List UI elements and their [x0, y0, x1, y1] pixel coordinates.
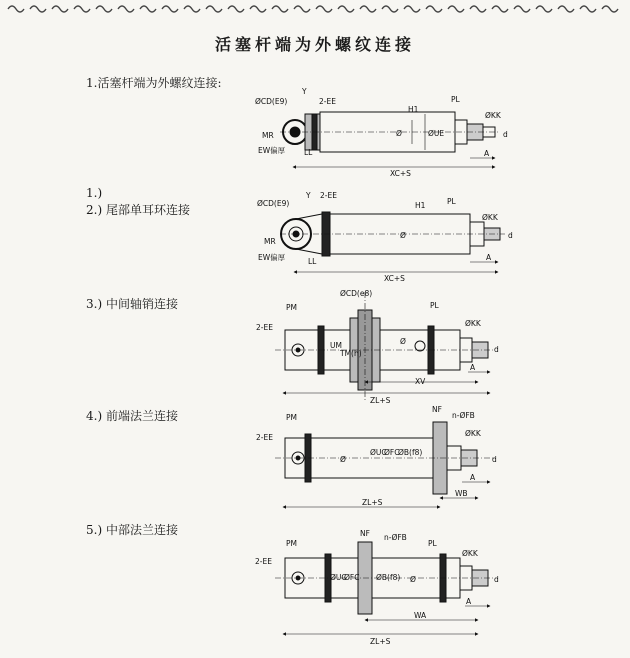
- dim-a-2: A: [486, 253, 492, 262]
- dim-kk-2: ØKK: [482, 213, 498, 222]
- dim-mr-2: MR: [264, 237, 276, 246]
- dim-fc-5: ØFC: [344, 573, 360, 582]
- dim-ee-4: 2-EE: [256, 433, 273, 442]
- dim-phi-3: Ø: [400, 337, 406, 346]
- dim-a-1: A: [484, 149, 490, 158]
- drawing-cylinder-1: [280, 112, 500, 167]
- dim-pl-1: PL: [451, 95, 460, 104]
- section-4-label: 4.) 前端法兰连接: [86, 409, 178, 423]
- dim-cd-3: ØCD(e8): [340, 289, 373, 298]
- dim-ew-2: EW偏厚: [258, 253, 286, 262]
- dim-nfb-5: n-ØFB: [384, 533, 407, 542]
- dim-xcs-1: XC+S: [390, 169, 411, 178]
- dim-a-5: A: [466, 597, 472, 606]
- drawing-cylinder-3: [275, 292, 495, 400]
- dim-ew-1: EW偏厚: [258, 146, 286, 155]
- dim-phi-4: Ø: [340, 455, 346, 464]
- dim-phi-1: Ø: [396, 129, 402, 138]
- dim-d-5: d: [494, 575, 499, 584]
- page-title: 活塞杆端为外螺纹连接: [214, 35, 415, 54]
- dim-wb-4: WB: [455, 489, 468, 498]
- section-1-heading: 1.活塞杆端为外螺纹连接:: [86, 76, 222, 90]
- dim-nfb-4: n-ØFB: [452, 411, 475, 420]
- dim-ee-2: 2-EE: [320, 191, 337, 200]
- dim-d-3: d: [494, 345, 499, 354]
- dim-a-4: A: [470, 473, 476, 482]
- dim-h1-2: H1: [415, 201, 426, 210]
- dim-d-2: d: [508, 231, 513, 240]
- dim-kk-5: ØKK: [462, 549, 478, 558]
- dim-uc-5: ØUC: [330, 573, 347, 582]
- dim-zls-5: ZL+S: [370, 637, 391, 646]
- dim-d-4: d: [492, 455, 497, 464]
- dim-pl-3: PL: [430, 301, 439, 310]
- dim-mr-1: MR: [262, 131, 274, 140]
- dim-tm-3: TM(h): [340, 349, 362, 358]
- dim-d-1: d: [503, 130, 508, 139]
- dim-ll-1: LL: [304, 148, 313, 157]
- dim-xcs-2: XC+S: [384, 274, 405, 283]
- section-2-label: 2.) 尾部单耳环连接: [86, 203, 190, 217]
- dim-nf-5: NF: [360, 529, 370, 538]
- dim-um-3: UM: [330, 341, 342, 350]
- dim-pm-4: PM: [286, 413, 297, 422]
- section-3-label: 3.) 中间轴销连接: [86, 297, 178, 311]
- section-5-label: 5.) 中部法兰连接: [86, 523, 178, 537]
- dim-ee-3: 2-EE: [256, 323, 273, 332]
- dim-zls-3: ZL+S: [370, 396, 391, 405]
- dim-phi-5: Ø: [410, 575, 416, 584]
- dim-ee-1: 2-EE: [319, 97, 336, 106]
- dim-phi-2: Ø: [400, 231, 406, 240]
- dim-wa-5: WA: [414, 611, 427, 620]
- dim-uc-4: ØUC: [370, 448, 387, 457]
- dim-fc-4: ØFC: [384, 448, 400, 457]
- dim-pm-3: PM: [286, 303, 297, 312]
- dim-kk-1: ØKK: [485, 111, 501, 120]
- dim-ll-2: LL: [308, 257, 317, 266]
- dim-a-3: A: [470, 363, 476, 372]
- dim-kk-3: ØKK: [465, 319, 481, 328]
- dim-kk-4: ØKK: [465, 429, 481, 438]
- dim-y-1: Y: [302, 87, 307, 96]
- dim-cd-1: ØCD(E9): [255, 97, 288, 106]
- dim-nf-4: NF: [432, 405, 442, 414]
- dim-ee-5: 2-EE: [255, 557, 272, 566]
- dim-h1-1: H1: [408, 105, 419, 114]
- dim-cd-2: ØCD(E9): [257, 199, 290, 208]
- dim-pm-5: PM: [286, 539, 297, 548]
- dim-pl-2: PL: [447, 197, 456, 206]
- dim-bf8-4: ØB(f8): [398, 448, 423, 457]
- dim-pl-5: PL: [428, 539, 437, 548]
- section-1-label: 1.): [86, 186, 103, 200]
- dim-bf8-5: ØB(f8): [376, 573, 401, 582]
- dim-ue-1: ØUE: [428, 129, 445, 138]
- dim-xv-3: XV: [415, 377, 426, 386]
- dim-zls-4: ZL+S: [362, 498, 383, 507]
- dim-y-2: Y: [306, 191, 311, 200]
